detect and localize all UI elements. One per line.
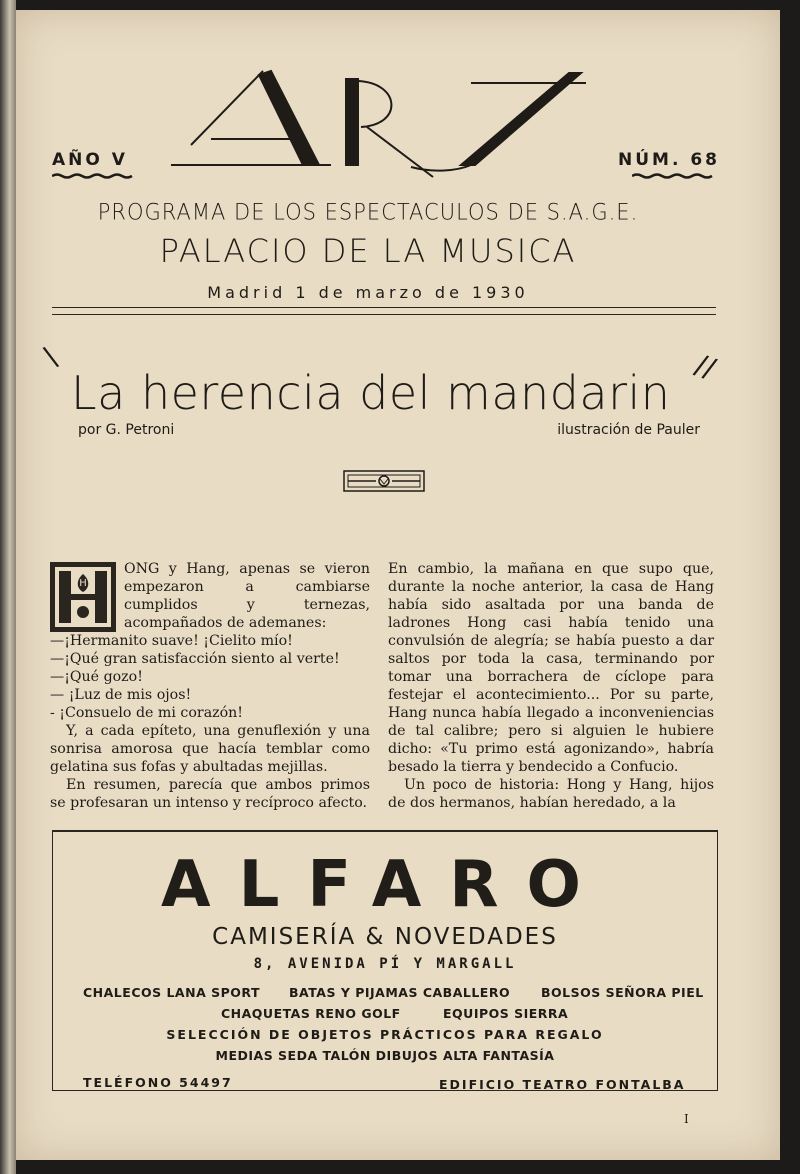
ad-brand: ALFARO (161, 848, 609, 922)
program-line: PROGRAMA DE LOS ESPECTACULOS DE S.A.G.E. (97, 199, 639, 225)
year-label: AÑO V (52, 150, 128, 170)
page-number: I (684, 1112, 689, 1126)
ad-item: BOLSOS SEÑORA PIEL (541, 985, 704, 1000)
paragraph: En resumen, parecía que ambos primos se profesaran un intenso y recíproco afecto. (50, 777, 370, 811)
dialogue-line: - ¡Consuelo de mi corazón! (50, 705, 244, 721)
ad-item: SELECCIÓN DE OBJETOS PRÁCTICOS PARA REGALO (166, 1027, 604, 1042)
quote-open: \ (40, 339, 61, 374)
book-spine (0, 0, 16, 1174)
column-right (388, 560, 714, 812)
paragraph: ONG y Hang, apenas se vieron empezaron a cambiarse cumplidos y ternezas, acompañados de ademanes: (124, 561, 370, 631)
venue-line: PALACIO DE LA MUSICA (159, 232, 577, 270)
ad-item: CHAQUETAS RENO GOLF (221, 1006, 401, 1021)
divider-ornament (343, 470, 425, 492)
wave-ornament (52, 173, 136, 179)
dialogue-line: —¡Qué gozo! (50, 669, 143, 685)
author-credit: por G. Petroni (78, 422, 175, 438)
paragraph: Y, a cada epíteto, una genuflexión y una sonrisa amorosa que hacía temblar como gelatina sus fofas y abultadas mejillas. (50, 723, 370, 775)
ars-logo (171, 65, 591, 180)
double-rule (52, 307, 716, 315)
dropcap-h (50, 562, 116, 632)
date-line: Madrid 1 de marzo de 1930 (207, 283, 529, 302)
ad-subtitle: CAMISERÍA & NOVEDADES (212, 924, 558, 950)
ad-item: EQUIPOS SIERRA (443, 1006, 569, 1021)
wave-ornament (632, 173, 716, 179)
ad-item: BATAS Y PIJAMAS CABALLERO (289, 985, 511, 1000)
issue-number: NÚM. 68 (618, 150, 720, 170)
magazine-page (16, 10, 780, 1160)
paragraph: Un poco de historia: Hong y Hang, hijos de dos hermanos, habían heredado, a la (388, 777, 714, 811)
column-left (50, 560, 370, 812)
dialogue-line: —¡Qué gran satisfacción siento al verte! (50, 651, 340, 667)
illustration-credit: ilustración de Pauler (557, 422, 700, 438)
dialogue-line: — ¡Luz de mis ojos! (50, 687, 192, 703)
paragraph: En cambio, la mañana en que supo que, durante la noche anterior, la casa de Hang había sido asaltada por una banda de ladrones Hong casi había tenido una convulsión de alegría; se había puesto a dar saltos por toda la casa, terminando por tomar una borrachera de cíclope para festejar el acontecimiento... Por su parte, Hang nunca había llegado a inconveniencias de tal calibre; pero si alguien le hubiere dicho: «Tu primo está agonizando», habría besado la tierra y bendecido a Confucio. (388, 561, 714, 775)
ad-building: EDIFICIO TEATRO FONTALBA (439, 1077, 686, 1092)
quote-close: // (690, 347, 720, 386)
ad-phone: TELÉFONO 54497 (83, 1075, 233, 1090)
ad-item: MEDIAS SEDA TALÓN DIBUJOS ALTA FANTASÍA (215, 1048, 555, 1063)
article-title: La herencia del mandarin (71, 366, 671, 420)
ad-item: CHALECOS LANA SPORT (83, 985, 260, 1000)
alfaro-advertisement (52, 830, 718, 1091)
ad-address: 8, AVENIDA PÍ Y MARGALL (253, 956, 517, 972)
dropcap-letter: H (79, 578, 87, 589)
dialogue-line: —¡Hermanito suave! ¡Cielito mío! (50, 633, 293, 649)
